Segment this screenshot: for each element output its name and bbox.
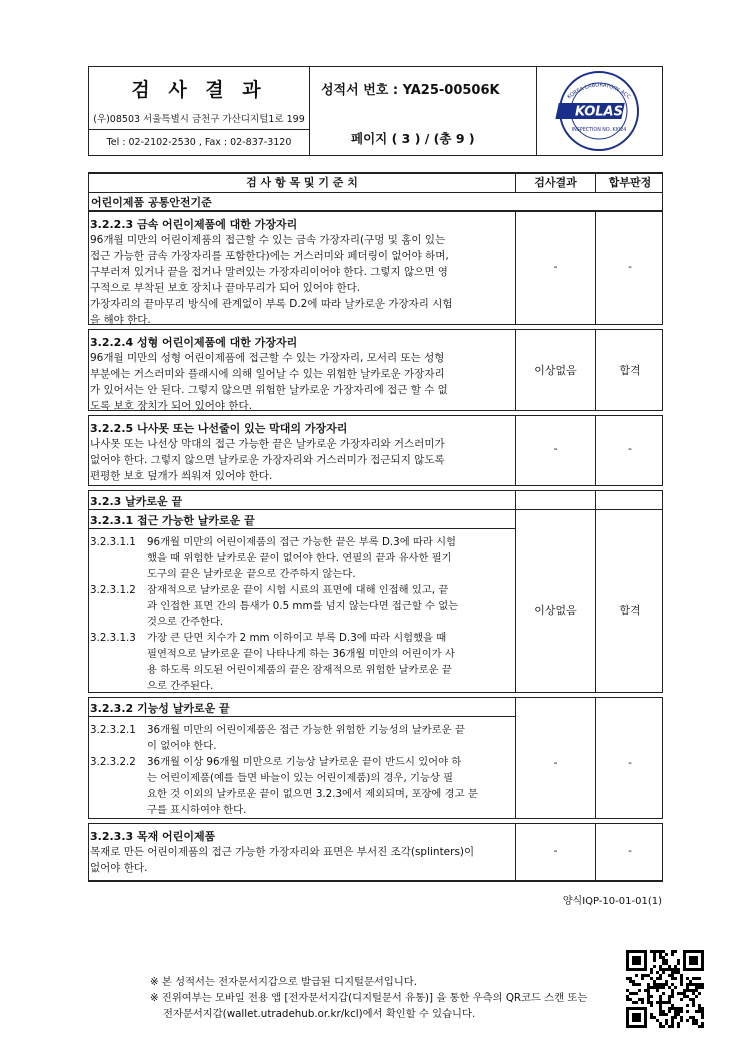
text-line: 36개월 이상 96개월 미만으로 기능상 날카로운 끝이 반드시 있어야 하: [147, 756, 462, 768]
judge-value: -: [628, 844, 632, 857]
text-line: 96개월 미만의 성형 어린이제품에 접근할 수 있는 가장자리, 모서리 또는 성형: [90, 352, 445, 364]
row-item-cell: [89, 824, 516, 880]
table-row: [88, 510, 663, 692]
text-line: 용 하도록 의도된 어린이제품의 끝은 잠재적으로 위험한 날카로운 끝: [147, 664, 452, 676]
form-code: 양식IQP-10-01-01(1): [562, 896, 662, 907]
item-number: 3.2.3.1.3: [90, 632, 136, 644]
text-line: 목재로 만든 어린이제품의 접근 가능한 가장자리와 표면은 부서진 조각(splinters)이: [90, 846, 475, 858]
table-row: [88, 212, 663, 324]
item-number: 3.2.3.2.1: [90, 724, 136, 736]
text-line: 가장자리의 끝마무리 방식에 관계없이 부록 D.2에 따라 날카로운 가장자리 시험: [90, 298, 453, 310]
text-line: 도록 보호 장치가 되어 있어야 한다.: [90, 400, 253, 412]
col-header-result: 검사결과: [516, 174, 596, 192]
text-line: 접근 가능한 금속 가장자리를 포함한다)에는 거스러미와 페더링이 없어야 하며,: [90, 250, 449, 262]
row-title: 3.2.3.1 접근 가능한 날카로운 끝: [90, 514, 255, 527]
text-line: 구적으로 부착된 보호 장치나 끝마무리가 되어 있어야 한다.: [90, 282, 361, 294]
text-line: 나사못 또는 나선상 막대의 접근 가능한 끝은 날카로운 가장자리와 거스러미가: [90, 438, 445, 450]
judge-value: 합격: [619, 604, 641, 617]
text-line: 이 없어야 한다.: [147, 740, 217, 752]
qr-code-graphic: [626, 950, 704, 1028]
footer-note-wallet: 전자문서지갑(wallet.utradehub.or.kr/kcl)에서 확인할 수 있습니다.: [163, 1008, 476, 1020]
kolas-logo: [544, 69, 654, 153]
table-row: [88, 698, 663, 818]
footer-note-digital: ※ 본 성적서는 전자문서지갑으로 발급된 디지털문서입니다.: [150, 976, 417, 988]
text-line: 36개월 미만의 어린이제품은 접근 가능한 위험한 기능성의 날카로운 끝: [147, 724, 465, 736]
text-line: 으로 간주된다.: [147, 680, 214, 692]
text-line: 요한 것 이외의 날카로운 끝이 없으면 3.2.3에서 제외되며, 포장에 경고 문: [147, 788, 478, 800]
row-item-cell: [89, 698, 516, 818]
result-value: -: [553, 260, 558, 273]
text-line: 가 있어서는 안 된다. 그렇지 않으면 위험한 날카로운 가장자리에 접근 할 수 없: [90, 384, 448, 396]
svg-text:KOLAS: KOLAS: [574, 104, 624, 120]
text-line: 도구의 끝은 날카로운 끝으로 간주하지 않는다.: [147, 568, 356, 580]
text-line: 했을 때 위험한 날카로운 끝이 없어야 한다. 연필의 끝과 유사한 필기: [147, 552, 452, 564]
kolas-seal-icon: [544, 69, 654, 153]
lab-contact: Tel : 02-2102-2530 , Fax : 02-837-3120: [106, 137, 292, 148]
certificate-number: 성적서 번호 : YA25-00506K: [321, 83, 500, 98]
page-number: 페이지 ( 3 ) / (총 9 ): [351, 131, 475, 146]
svg-text:KOREA LABORATORY ACCREDITATION: KOREA LABORATORY ACC: [566, 82, 632, 101]
row-title: 3.2.3.2 기능성 날카로운 끝: [90, 702, 230, 715]
judge-value: 합격: [619, 364, 641, 377]
result-value: -: [553, 756, 558, 769]
text-line: 구부러져 있거나 끝을 접거나 말려있는 가장자리이어야 한다. 그렇지 않으면 영: [90, 266, 448, 278]
text-line: 필연적으로 날카로운 끝이 나타나게 하는 36개월 미만의 어린이가 사: [147, 648, 455, 660]
table-header-row: [88, 174, 663, 192]
text-line: 을 해야 한다.: [90, 314, 151, 326]
text-line: 것으로 간주한다.: [147, 616, 224, 628]
section-title-row: [88, 193, 663, 211]
row-item-cell: [89, 510, 516, 692]
item-number: 3.2.3.1.2: [90, 584, 136, 596]
result-value: 이상없음: [534, 364, 577, 377]
text-line: 가장 큰 단면 치수가 2 mm 이하이고 부록 D.3에 따라 시험했을 때: [147, 632, 447, 644]
judge-value: -: [628, 442, 632, 455]
row-item-cell: [89, 330, 516, 410]
header-lab-info: [89, 67, 310, 155]
row-item-cell: [89, 416, 516, 485]
text-line: 구를 표시하여야 한다.: [147, 804, 247, 816]
text-line: 과 인접한 표면 간의 틈새가 0.5 mm를 넘지 않는다면 접근할 수 없는: [147, 600, 459, 612]
text-line: 96개월 미만의 어린이제품의 접근 가능한 끝은 부록 D.3에 따라 시험: [147, 536, 456, 548]
row-item-cell: [89, 212, 516, 324]
row-text: [90, 436, 515, 484]
header-divider: [89, 129, 309, 130]
item-text: [147, 534, 513, 582]
item-number: 3.2.3.1.1: [90, 536, 136, 548]
text-line: 부분에는 거스러미와 플래시에 의해 일어날 수 있는 위험한 날카로운 가장자리: [90, 368, 445, 380]
row-title: 3.2.3 날카로운 끝: [90, 495, 183, 508]
item-text: [147, 630, 513, 694]
row-title: 3.2.3.3 목재 어린이제품: [90, 830, 216, 843]
judge-value: -: [628, 756, 632, 769]
col-header-judge: 합부판정: [608, 176, 652, 189]
section-title: 어린이제품 공통안전기준: [91, 196, 212, 209]
item-text: [147, 722, 513, 754]
text-line: 잠재적으로 날카로운 끝이 시험 시료의 표면에 대해 인접해 있고, 끝: [147, 584, 449, 596]
table-row: [88, 824, 663, 880]
row-text: [90, 844, 515, 876]
item-text: [147, 582, 513, 630]
page-title: 검 사 결 과: [131, 79, 267, 101]
text-line: 없어야 한다. 그렇지 않으면 날카로운 가장자리와 거스러미가 접근되지 않도록: [90, 454, 445, 466]
col-header-item: 검 사 항 목 및 기 준 치: [89, 174, 516, 192]
text-line: 없어야 한다.: [90, 862, 148, 874]
item-number: 3.2.3.2.2: [90, 756, 136, 768]
subsection-row: [88, 491, 663, 509]
row-title: 3.2.2.5 나사못 또는 나선줄이 있는 막대의 가장자리: [90, 422, 348, 435]
row-text: [90, 232, 515, 328]
table-row: [88, 416, 663, 485]
report-header: [88, 66, 663, 156]
row-title: 3.2.2.3 금속 어린이제품에 대한 가장자리: [90, 218, 298, 231]
row-text: [90, 350, 515, 414]
result-value: -: [553, 844, 558, 857]
text-line: 편평한 보호 덮개가 씌워져 있어야 한다.: [90, 470, 273, 482]
result-value: -: [553, 442, 558, 455]
text-line: 96개월 미만의 어린이제품의 접근할 수 있는 금속 가장자리(구멍 및 홈이 있는: [90, 234, 446, 246]
result-value: 이상없음: [534, 604, 577, 617]
judge-value: -: [628, 260, 632, 273]
item-text: [147, 754, 513, 818]
footer-note-verify: ※ 진위여부는 모바일 전용 앱 [전자문서지갑(디지털문서 유통)] 을 통한 우측의 QR코드 스캔 또는: [150, 992, 588, 1004]
svg-text:INSPECTION NO. KI024: INSPECTION NO. KI024: [571, 128, 627, 133]
row-title: 3.2.2.4 성형 어린이제품에 대한 가장자리: [90, 336, 298, 349]
qr-code-icon[interactable]: [626, 950, 704, 1028]
table-row: [88, 330, 663, 410]
lab-address: (우)08503 서울특별시 금천구 가산디지털1로 199: [93, 114, 305, 125]
text-line: 는 어린이제품(예를 들면 바늘이 있는 어린이제품)의 경우, 기능상 필: [147, 772, 454, 784]
